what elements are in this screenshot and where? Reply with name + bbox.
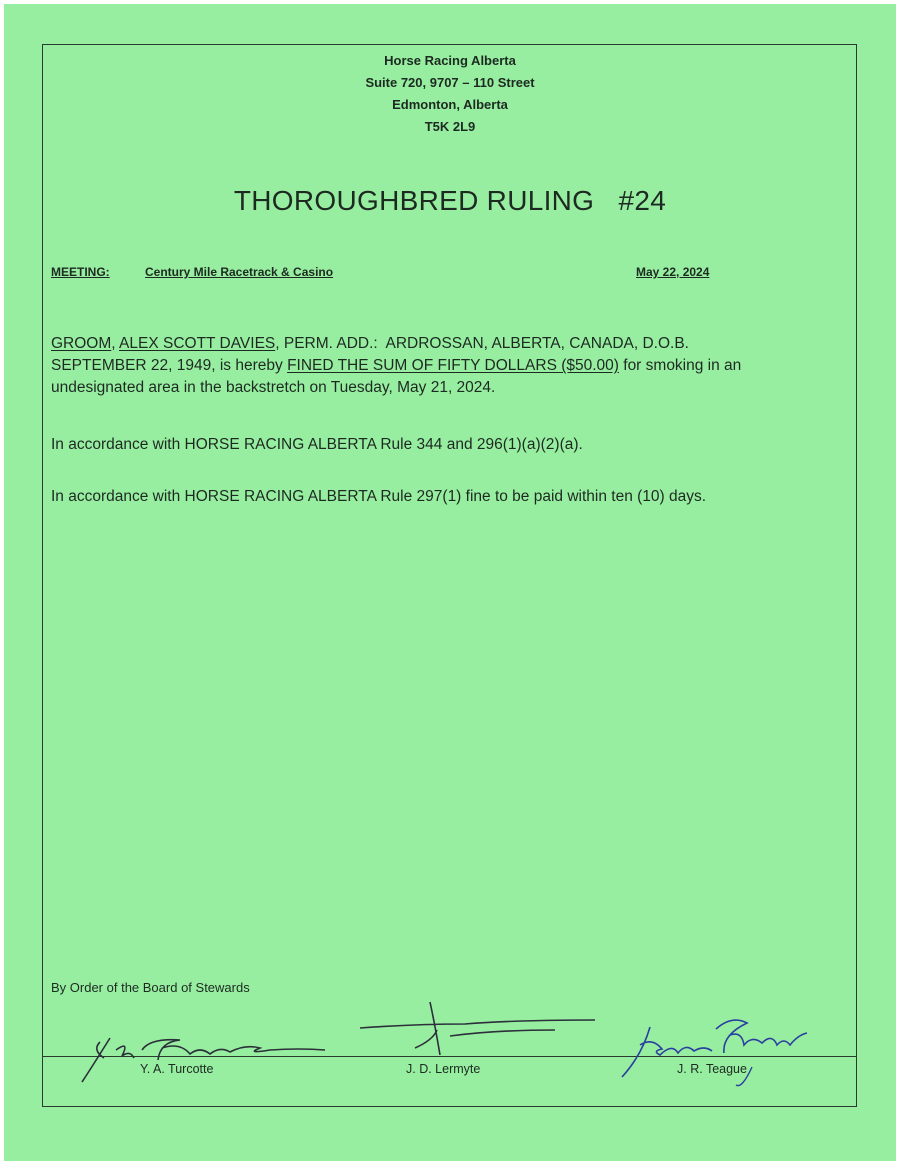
person-name: ALEX SCOTT DAVIES (119, 335, 276, 352)
org-postal-code: T5K 2L9 (424, 119, 476, 134)
rule-paragraph-1: In accordance with HORSE RACING ALBERTA Rule 344 and 296(1)(a)(2)(a). (51, 436, 583, 453)
meeting-venue: Century Mile Racetrack & Casino (145, 265, 334, 279)
teague-signature (612, 1005, 812, 1090)
meeting-label: MEETING: (51, 265, 110, 279)
board-order-text: By Order of the Board of Stewards (51, 980, 250, 995)
steward-name-lermyte: J. D. Lermyte (406, 1062, 481, 1076)
steward-name-turcotte: Y. A. Turcotte (140, 1062, 214, 1076)
steward-name-teague: J. R. Teague (677, 1062, 747, 1076)
turcotte-signature (70, 1020, 340, 1090)
org-name: Horse Racing Alberta (384, 53, 516, 68)
ruling-title: THOROUGHBRED RULING #24 (233, 185, 667, 216)
org-address-line1: Suite 720, 9707 – 110 Street (365, 75, 535, 90)
ruling-paragraph: GROOM, ALEX SCOTT DAVIES, PERM. ADD.: ARDROSSAN, ALBERTA, CANADA, D.O.B. SEPTEMBER 22, 1949, is hereby FINED THE SUM OF FIFTY DOLLARS ($50.00) for smoking in an undesignated area in the backstretch on Tuesday, May 21, 2024. (51, 335, 742, 396)
role: GROOM (51, 335, 112, 352)
fine-amount: FINED THE SUM OF FIFTY DOLLARS ($50.00) (287, 357, 619, 374)
org-address-line2: Edmonton, Alberta (392, 97, 508, 112)
meeting-date: May 22, 2024 (636, 265, 710, 279)
rule-paragraph-2: In accordance with HORSE RACING ALBERTA Rule 297(1) fine to be paid within ten (10) days. (51, 488, 707, 505)
lermyte-signature (355, 1000, 605, 1070)
